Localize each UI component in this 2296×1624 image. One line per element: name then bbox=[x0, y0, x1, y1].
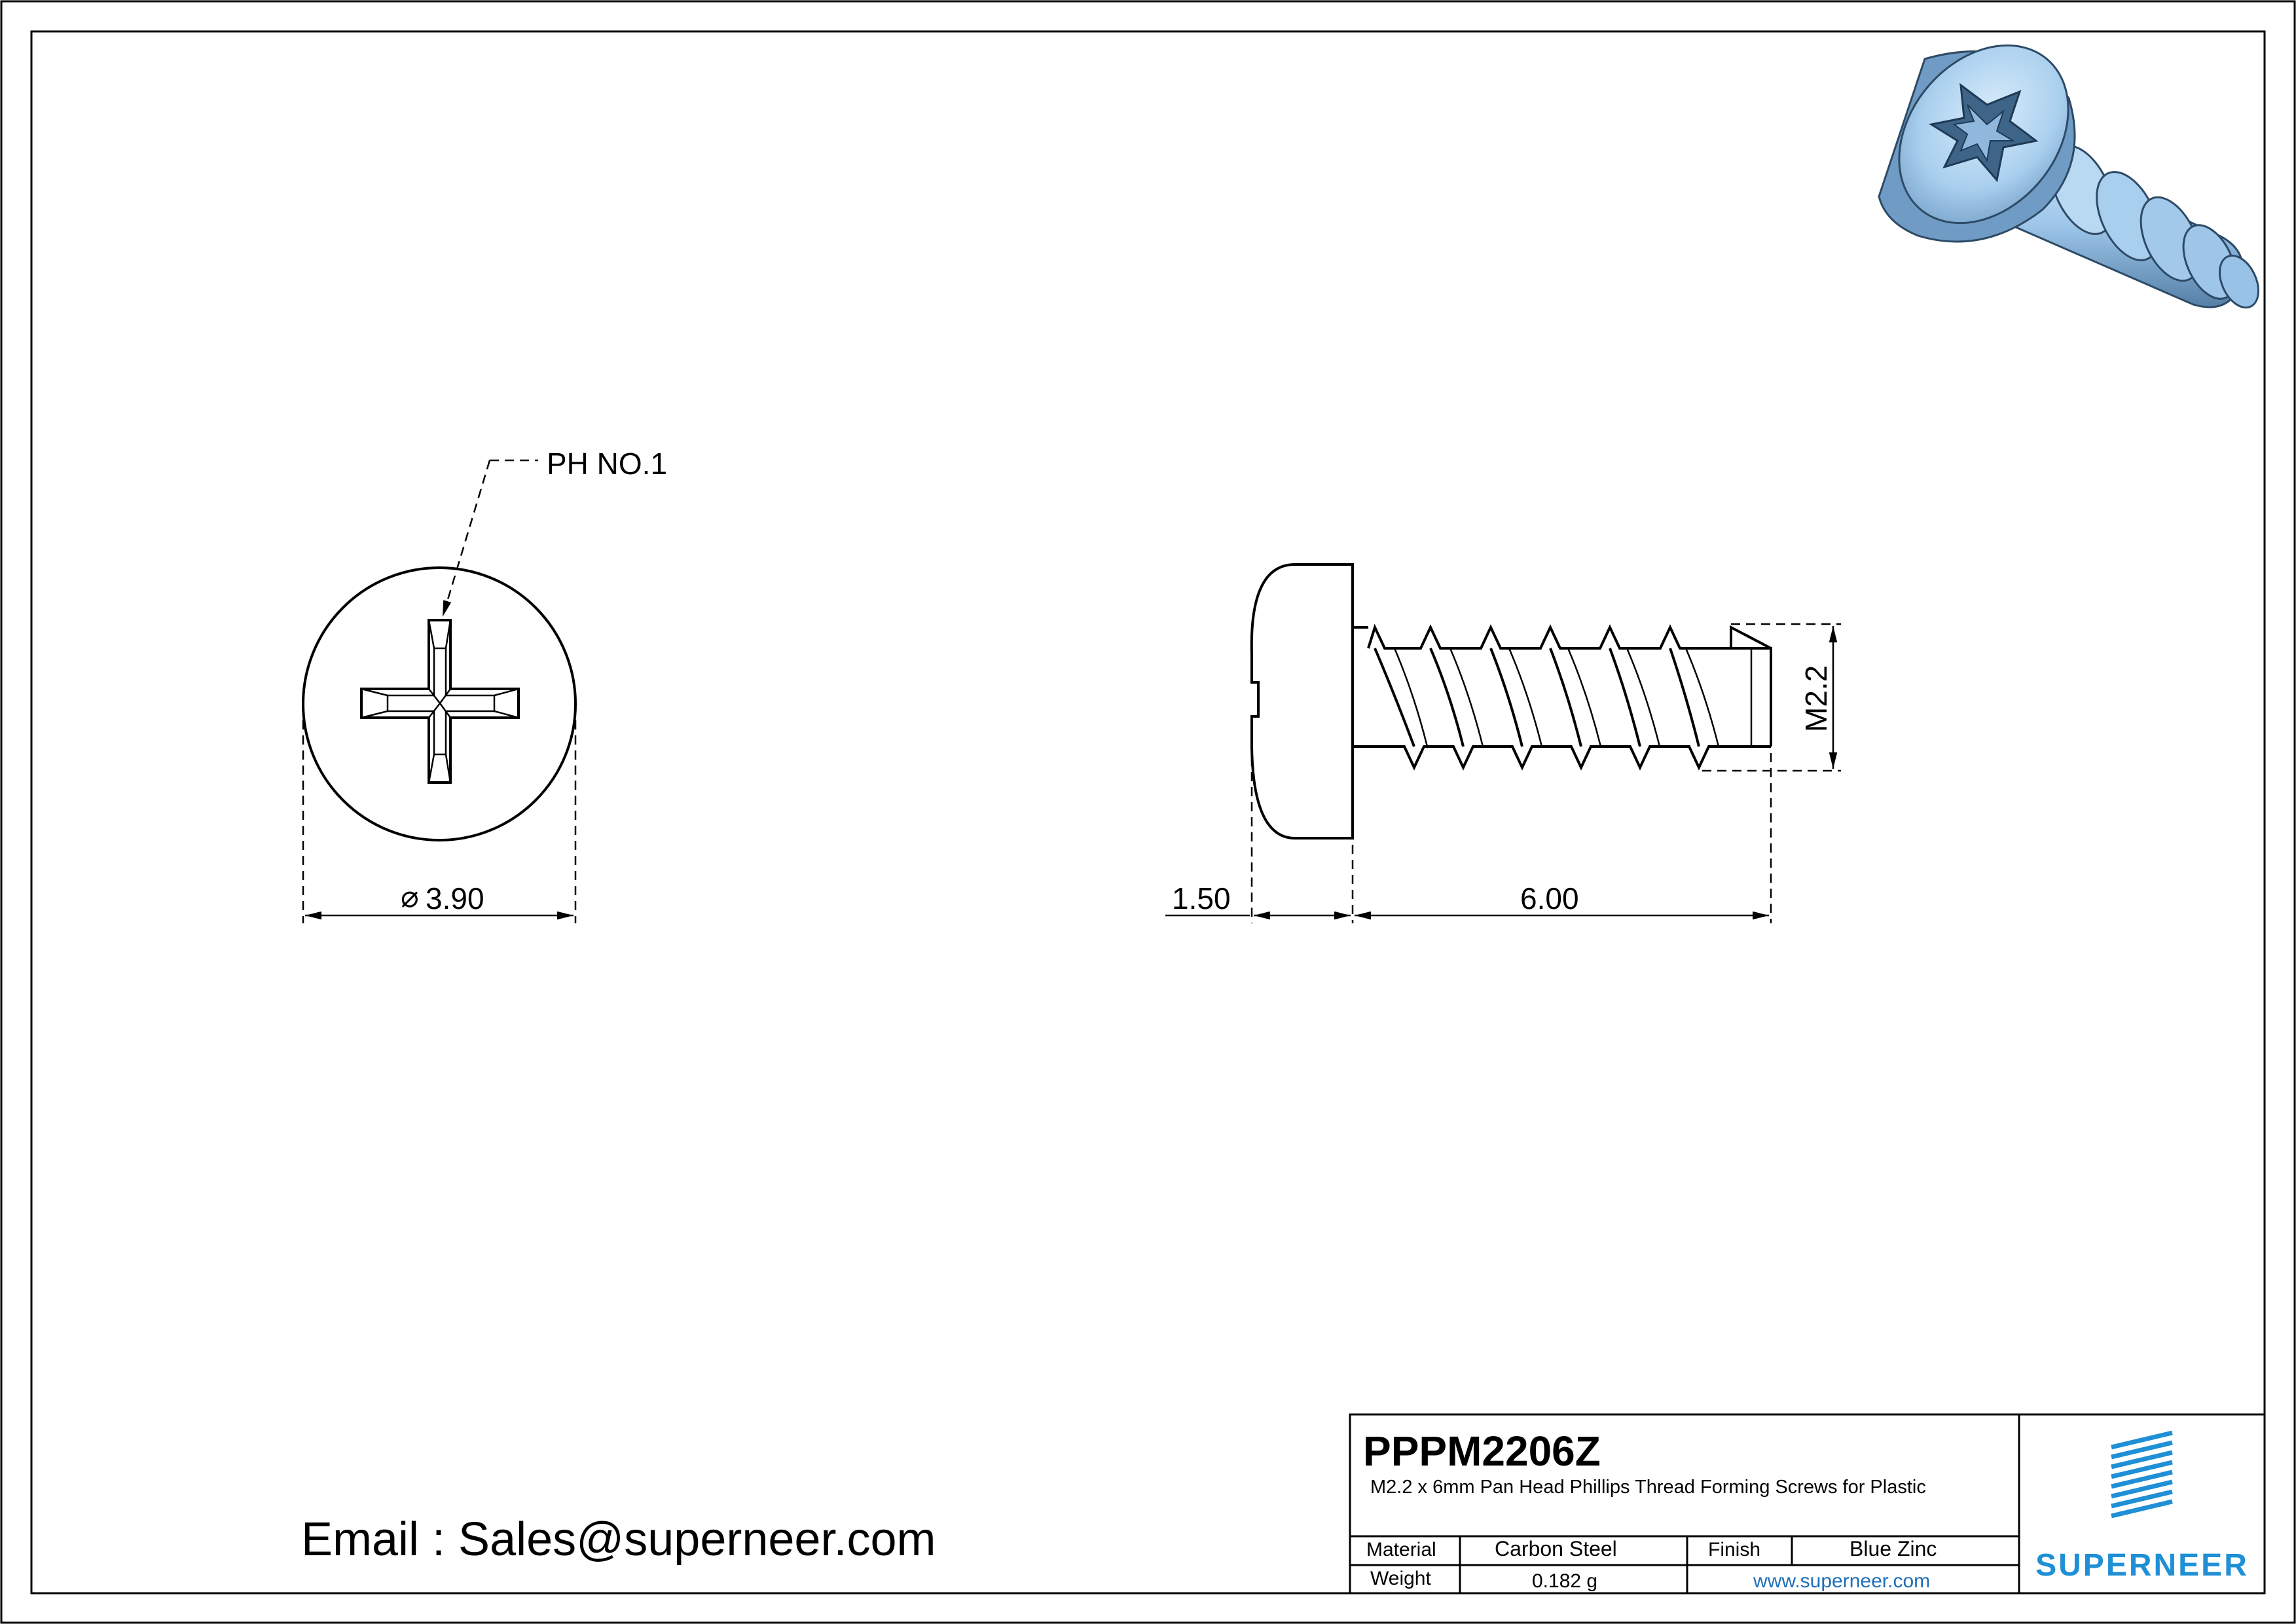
head-height-value: 1.50 bbox=[1172, 881, 1231, 915]
website-link[interactable]: www.superneer.com bbox=[1753, 1570, 1931, 1592]
outer-border bbox=[1, 1, 2295, 1623]
head-diameter-value: 3.90 bbox=[426, 881, 484, 915]
diameter-symbol: ⌀ bbox=[401, 879, 419, 913]
length-value: 6.00 bbox=[1520, 881, 1579, 915]
material-label: Material bbox=[1366, 1539, 1436, 1560]
phillips-size-label: PH NO.1 bbox=[547, 447, 668, 481]
finish-label: Finish bbox=[1708, 1539, 1761, 1560]
finish-value: Blue Zinc bbox=[1850, 1537, 1937, 1560]
weight-label: Weight bbox=[1370, 1568, 1431, 1589]
thread-size-value: M2.2 bbox=[1799, 665, 1833, 732]
screw-side-view bbox=[1252, 564, 1771, 838]
head-diameter-dimension bbox=[303, 720, 575, 923]
part-description: M2.2 x 6mm Pan Head Phillips Thread Forming Screws for Plastic bbox=[1370, 1477, 1926, 1498]
title-block bbox=[1350, 1414, 2265, 1593]
phillips-callout bbox=[443, 447, 667, 617]
contact-email: Email : Sales@superneer.com bbox=[301, 1513, 936, 1566]
weight-value: 0.182 g bbox=[1532, 1570, 1598, 1592]
inner-border bbox=[31, 31, 2265, 1593]
part-number: PPPM2206Z bbox=[1363, 1428, 1601, 1475]
material-value: Carbon Steel bbox=[1495, 1537, 1617, 1560]
head-top-view bbox=[303, 568, 575, 840]
screw-3d-render bbox=[1865, 12, 2267, 314]
logo-wordmark: SUPERNEER bbox=[2035, 1548, 2249, 1583]
